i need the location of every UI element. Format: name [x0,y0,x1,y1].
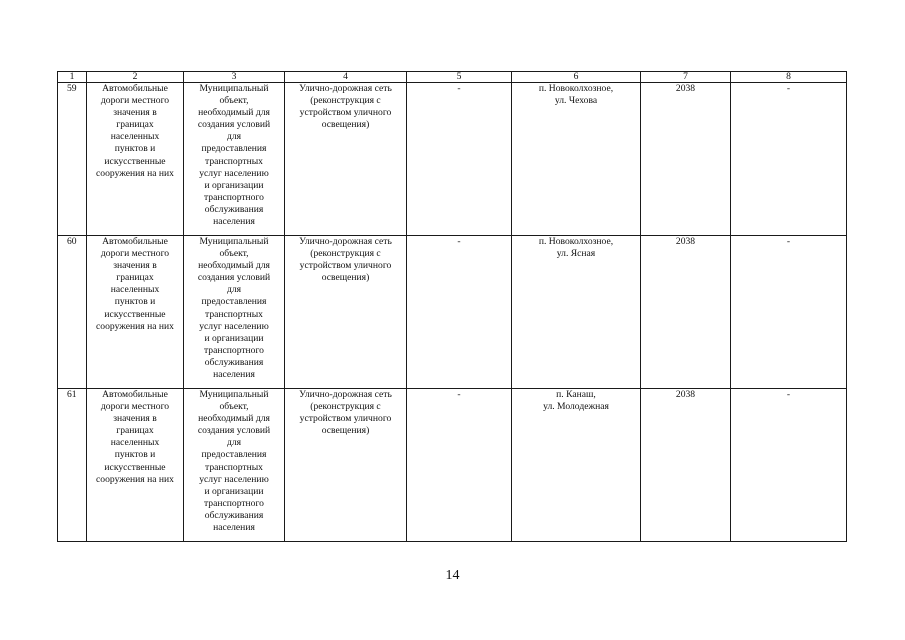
year-cell: 2038 [641,83,731,236]
objects-table [57,71,847,542]
column-header: 4 [285,72,407,83]
page-number: 14 [445,568,460,583]
column-8-cell: - [731,389,847,542]
column-5-cell: - [407,83,512,236]
year-cell: 2038 [641,236,731,389]
location-cell: п. Канаш, ул. Молодежная [512,389,641,542]
object-status-cell: Муниципальный объект, необходимый для создания условий для предоставления транспортных услуг населению и организации транспортного обслуживания населения [184,83,285,236]
object-purpose-cell: Улично-дорожная сеть (реконструкция с устройством уличного освещения) [285,83,407,236]
column-header: 7 [641,72,731,83]
column-8-cell: - [731,236,847,389]
table-row [58,236,847,389]
table-row [58,389,847,542]
row-number: 61 [58,389,87,542]
object-type-cell: Автомобильные дороги местного значения в границах населенных пунктов и искусственные сооружения на них [87,83,184,236]
object-purpose-cell: Улично-дорожная сеть (реконструкция с устройством уличного освещения) [285,236,407,389]
column-5-cell: - [407,389,512,542]
location-cell: п. Новоколхозное, ул. Чехова [512,83,641,236]
column-header: 1 [58,72,87,83]
year-cell: 2038 [641,389,731,542]
object-status-cell: Муниципальный объект, необходимый для создания условий для предоставления транспортных услуг населению и организации транспортного обслуживания населения [184,389,285,542]
row-number: 60 [58,236,87,389]
column-header: 2 [87,72,184,83]
column-header: 3 [184,72,285,83]
column-8-cell: - [731,83,847,236]
object-purpose-cell: Улично-дорожная сеть (реконструкция с устройством уличного освещения) [285,389,407,542]
location-cell: п. Новоколхозное, ул. Ясная [512,236,641,389]
column-header: 5 [407,72,512,83]
object-status-cell: Муниципальный объект, необходимый для создания условий для предоставления транспортных услуг населению и организации транспортного обслуживания населения [184,236,285,389]
table-header-row [58,72,847,83]
column-header: 8 [731,72,847,83]
table-row [58,83,847,236]
row-number: 59 [58,83,87,236]
column-header: 6 [512,72,641,83]
object-type-cell: Автомобильные дороги местного значения в границах населенных пунктов и искусственные сооружения на них [87,236,184,389]
object-type-cell: Автомобильные дороги местного значения в границах населенных пунктов и искусственные сооружения на них [87,389,184,542]
column-5-cell: - [407,236,512,389]
